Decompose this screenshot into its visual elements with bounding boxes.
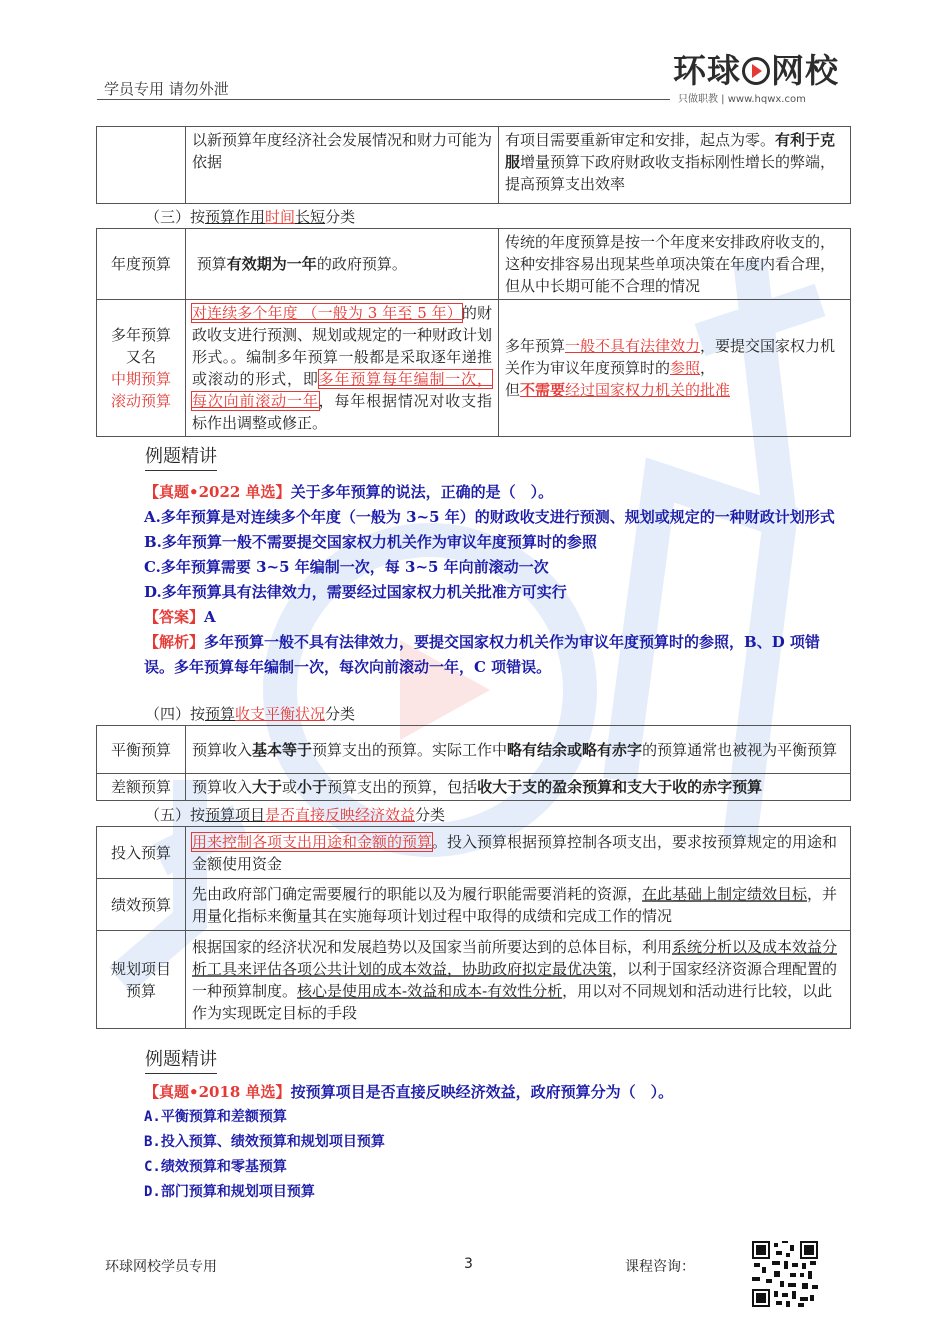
play-icon [742, 57, 770, 85]
section-heading-3: （三）按预算作用时间长短分类 [145, 208, 356, 226]
header-divider [97, 99, 670, 100]
table-cell: 有项目需要重新审定和安排，起点为零。有利于克服增量预算下政府财政收支指标刚性增长的弊端，提高预算支出效率 [499, 127, 851, 204]
table-cell: 对连续多个年度 （一般为 3 年至 5 年）的财政收支进行预测、规划或规定的一种财政计划形式。。编制多年预算一般都是采取逐年递推或滚动的形式，即多年预算每年编制一次，每次向前滚动一年，每年根据情况对收支指标作出调整或修正。 [186, 300, 499, 437]
qr-code-icon[interactable] [752, 1241, 818, 1307]
option-d: D.多年预算具有法律效力，需要经过国家权力机关批准方可实行 [144, 583, 567, 601]
option-a: A.平衡预算和差额预算 [144, 1109, 287, 1125]
table-cell: 先由政府部门确定需要履行的职能以及为履行职能需要消耗的资源，在此基础上制定绩效目标，并用量化指标来衡量其在实施每项计划过程中取得的成绩和完成工作的情况 [186, 879, 851, 931]
option-b: B.多年预算一般不需要提交国家权力机关作为审议年度预算时的参照 [144, 533, 597, 551]
option-d: D.部门预算和规划项目预算 [144, 1184, 315, 1200]
table-cell: 以新预算年度经济社会发展情况和财力可能为依据 [186, 127, 499, 204]
table-cell: 传统的年度预算是按一个年度来安排政府收支的，这种安排容易出现某些单项决策在年度内看合理，但从中长期可能不合理的情况 [499, 229, 851, 300]
question-2022: 【真题•2022 单选】关于多年预算的说法，正确的是（ ）。 A.多年预算是对连续多个年度（一般为 3~5 年）的财政收支进行预测、规划或规定的一种财政计划形式 B.多年预算一般不需要提交国家权力机关作为审议年度预算时的参照 C.多年预算需要 3~5 年编制一次，每 3~5 年向前滚动一次 D.多年预算具有法律效力，需要经过国家权力机关批准方可实行 【答案】A 【解析】多年预算一般不具有法律效力，要提交国家权力机关作为审议年度预算时的参照，B、D 项错误。多年预算每年编制一次，每次向前滚动一年，C 项错误。 [144, 480, 849, 680]
section-heading-5: （五）按预算项目是否直接反映经济效益分类 [145, 806, 446, 824]
table-cell: 多年预算一般不具有法律效力，要提交国家权力机关作为审议年度预算时的参照， 但不需要经过国家权力机关的批准 [499, 300, 851, 437]
table-cell: 预算收入大于或小于预算支出的预算，包括收大于支的盈余预算和支大于收的赤字预算 [186, 774, 851, 801]
row-label: 多年预算 又名 中期预算 滚动预算 [97, 300, 186, 437]
table-cell: 根据国家的经济状况和发展趋势以及国家当前所要达到的总体目标，利用系统分析以及成本效益分析工具来评估各项公共计划的成本效益，协助政府拟定最优决策，以利于国家经济资源合理配置的一种预算制度。核心是使用成本-效益和成本-有效性分析，用以对不同规划和活动进行比较，以此作为实现既定目标的手段 [186, 931, 851, 1029]
logo-slogan: 只做职教 | www.hqwx.com [678, 94, 806, 105]
question-2018: 【真题•2018 单选】按预算项目是否直接反映经济效益，政府预算分为（ ）。 A.平衡预算和差额预算 B.投入预算、绩效预算和规划项目预算 C.绩效预算和零基预算 D.部门预算和规划项目预算 [144, 1080, 849, 1205]
option-b: B.投入预算、绩效预算和规划项目预算 [144, 1134, 385, 1150]
table-balance-classification [96, 725, 851, 801]
row-label: 平衡预算 [97, 726, 186, 774]
analysis: 【解析】多年预算一般不具有法律效力，要提交国家权力机关作为审议年度预算时的参照，B、D 项错误。多年预算每年编制一次，每次向前滚动一年，C 项错误。 [144, 633, 820, 676]
table-cell: 预算收入基本等于预算支出的预算。实际工作中略有结余或略有赤字的预算通常也被视为平衡预算 [186, 726, 851, 774]
logo-text-right: 网校 [771, 51, 839, 90]
row-label: 年度预算 [97, 229, 186, 300]
page-number: 3 [464, 1256, 473, 1272]
section-heading-4: （四）按预算收支平衡状况分类 [145, 705, 356, 723]
table-cell: 用来控制各项支出用途和金额的预算。投入预算根据预算控制各项支出，要求按预算规定的用途和金额使用资金 [186, 827, 851, 879]
table-cell: 预算有效期为一年的政府预算。 [186, 229, 499, 300]
row-label: 投入预算 [97, 827, 186, 879]
brand-logo [673, 52, 848, 107]
table-project-classification [96, 826, 851, 1029]
example-title: 例题精讲 [145, 442, 217, 471]
answer: 【答案】A [144, 608, 216, 626]
option-c: C.多年预算需要 3~5 年编制一次，每 3~5 年向前滚动一次 [144, 558, 549, 576]
table-continued [96, 126, 851, 204]
logo-text-left: 环球 [673, 51, 741, 90]
option-a: A.多年预算是对连续多个年度（一般为 3~5 年）的财政收支进行预测、规划或规定的一种财政计划形式 [144, 508, 835, 526]
table-cell-empty [97, 127, 186, 204]
row-label: 规划项目 预算 [97, 931, 186, 1029]
row-label: 差额预算 [97, 774, 186, 801]
footer-consult: 课程咨询： [625, 1259, 695, 1275]
header-notice: 学员专用 请勿外泄 [104, 80, 229, 98]
row-label: 绩效预算 [97, 879, 186, 931]
option-c: C.绩效预算和零基预算 [144, 1159, 287, 1175]
example-title: 例题精讲 [145, 1045, 217, 1074]
table-time-classification [96, 228, 851, 437]
footer-left: 环球网校学员专用 [105, 1259, 217, 1275]
